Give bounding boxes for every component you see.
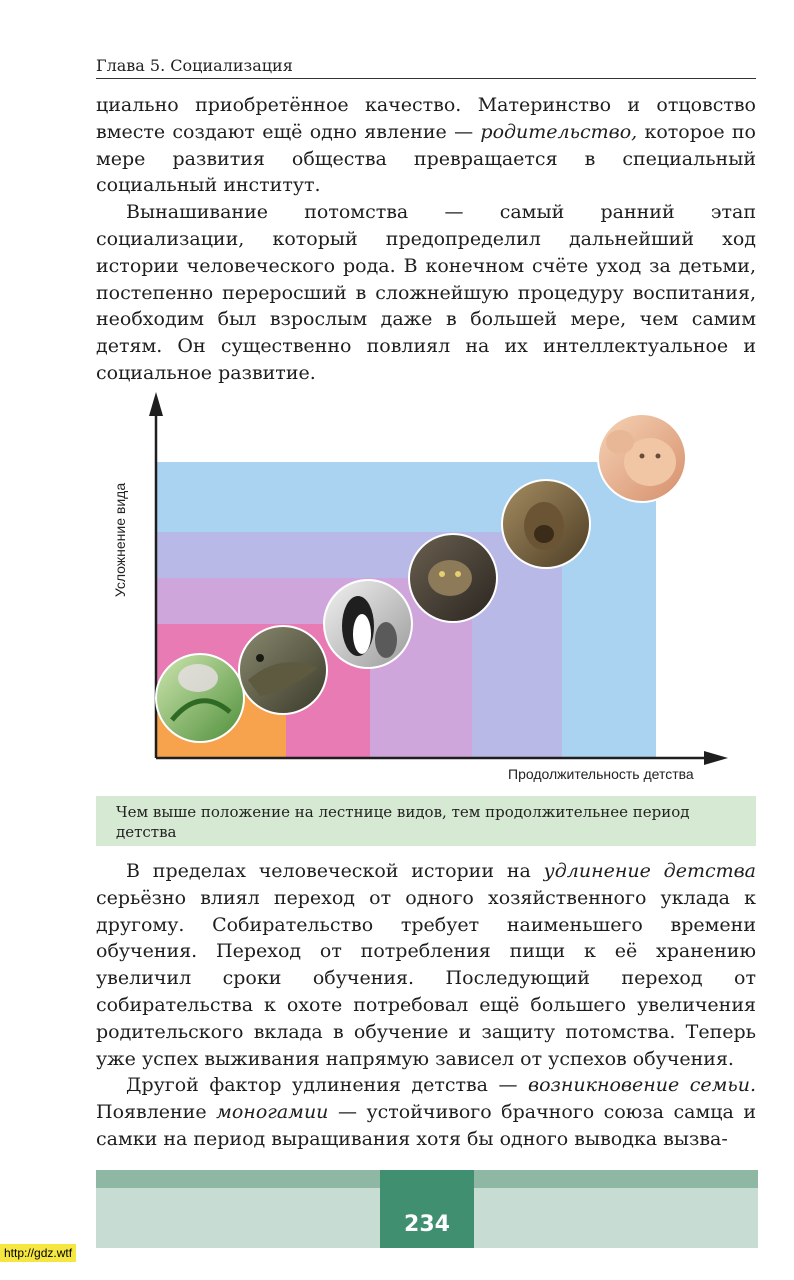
chapter-title: Глава 5. Социализация xyxy=(96,56,293,75)
text-run: Другой фактор удлинения детства — xyxy=(126,1074,529,1097)
paragraph xyxy=(96,858,756,1072)
caption-text: Чем выше положение на лестнице видов, тем продолжительнее период детства xyxy=(116,803,690,841)
watermark-link[interactable]: http://gdz.wtf xyxy=(0,1244,76,1262)
text-run: серьёзно влиял переход от одного хозяйственного уклада к другому. Собирательство требует наименьшего времени обучения. Переход от потребления пищи к её хранению увеличил сроки обучения. Последующий переход от собирательства к охоте потребовал ещё большего увеличения родительского вклада в обучение и защиту потомства. Теперь уже успех выживания напрямую зависел от успехов обучения. xyxy=(96,886,756,1070)
figure-caption xyxy=(96,796,756,846)
italic-term: возникновение семьи. xyxy=(528,1074,756,1097)
text-block-bottom xyxy=(96,858,756,1153)
y-axis-arrow xyxy=(149,392,163,416)
page-footer xyxy=(96,1170,758,1248)
italic-term: родительство, xyxy=(480,120,638,143)
cat-icon xyxy=(409,534,497,622)
species-diagram xyxy=(120,390,760,790)
text-run: которое по мере развития общества превращается в специальный социальный институт. xyxy=(96,120,756,197)
text-run: — устойчивого брачного союза самца и самки на период выращивания хотя бы одного выводка вызва- xyxy=(96,1101,756,1150)
text-run: В пределах человеческой истории на xyxy=(126,860,544,882)
paragraph xyxy=(96,1072,756,1152)
penguin-icon xyxy=(324,580,412,668)
chapter-header xyxy=(96,56,756,79)
monkey-icon xyxy=(502,480,590,568)
italic-term: удлинение детства xyxy=(543,860,757,882)
paragraph: Вынашивание потомства — самый ранний этап социализации, который предопределил дальнейший ход истории человеческого рода. В конечном счёте уход за детьми, постепенно переросший в сложнейшую процедуру воспитания, необходим был взрослым даже в большей мере, чем самим детям. Он существенно повлиял на их интеллектуальное и социальное развитие. xyxy=(96,201,756,384)
paragraph xyxy=(96,92,756,199)
text-run: Появление xyxy=(96,1101,217,1124)
page-number: 234 xyxy=(380,1170,474,1248)
baby-icon xyxy=(598,414,686,502)
y-axis-label: Усложнение вида xyxy=(112,482,128,598)
italic-term: моногамии xyxy=(216,1101,329,1124)
lizard-icon xyxy=(239,626,327,714)
frog-icon xyxy=(156,654,244,742)
text-run: циально приобретённое качество. Материнство и отцовство вместе создают ещё одно явление — xyxy=(96,94,756,143)
x-axis-arrow xyxy=(704,751,728,765)
text-block-top xyxy=(96,92,756,387)
x-axis-label: Продолжительность детства xyxy=(508,766,694,782)
